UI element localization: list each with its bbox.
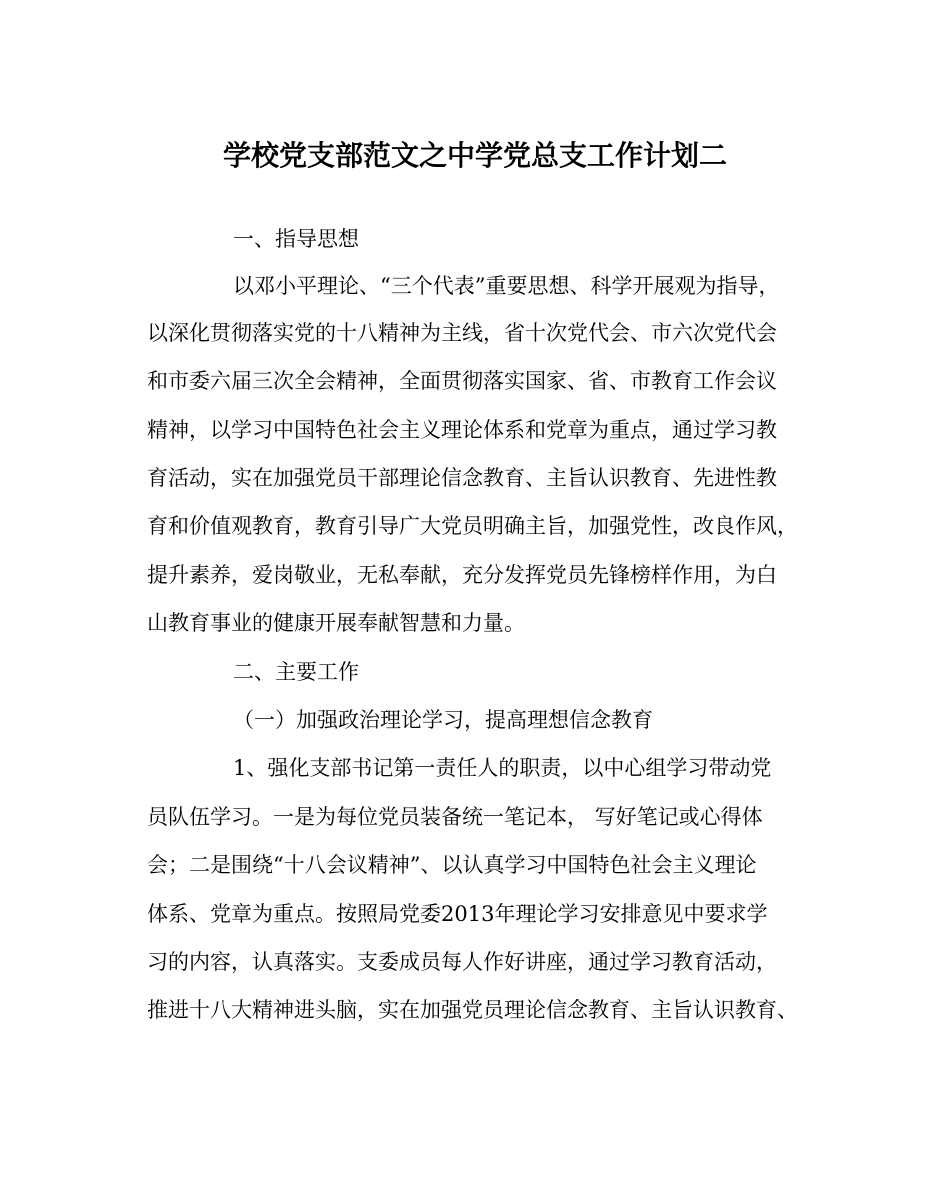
paragraph-line: 1、强化支部书记第一责任人的职责，以中心组学习带动党 [233,756,772,780]
paragraph-line: 育和价值观教育，教育引导广大党员明确主旨，加强党性，改良作风， [147,514,798,538]
paragraph-line: 习的内容，认真落实。支委成员每人作好讲座，通过学习教育活动， [147,950,777,974]
paragraph-line: 山教育事业的健康开展奉献智慧和力量。 [147,611,525,635]
subsection-heading: （一）加强政治理论学习，提高理想信念教育 [233,708,653,732]
paragraph-line: 育活动，实在加强党员干部理论信念教育、主旨认识教育、先进性教 [147,466,777,490]
paragraph-line: 以邓小平理论、“三个代表”重要思想、科学开展观为指导， [233,274,780,298]
paragraph-line: 会；二是围绕“十八会议精神”、以认真学习中国特色社会主义理论 [147,853,757,877]
paragraph-line: 员队伍学习。一是为每位党员装备统一笔记本， 写好笔记或心得体 [147,805,763,829]
paragraph-line: 以深化贯彻落实党的十八精神为主线，省十次党代会、市六次党代会 [147,321,777,345]
paragraph-line: 精神，以学习中国特色社会主义理论体系和党章为重点，通过学习教 [147,418,777,442]
paragraph-line: 和市委六届三次全会精神，全面贯彻落实国家、省、市教育工作会议 [147,369,777,393]
document-title: 学校党支部范文之中学党总支工作计划二 [222,139,727,172]
section-heading-guiding-ideology: 一、指导思想 [233,227,359,251]
paragraph-line: 体系、党章为重点。按照局党委2013年理论学习安排意见中要求学 [147,902,768,926]
paragraph-line: 提升素养，爱岗敬业，无私奉献，充分发挥党员先锋榜样作用，为白 [147,563,777,587]
paragraph-line: 推进十八大精神进头脑，实在加强党员理论信念教育、主旨认识教育、 [147,998,798,1022]
section-heading-main-work: 二、主要工作 [233,660,359,684]
